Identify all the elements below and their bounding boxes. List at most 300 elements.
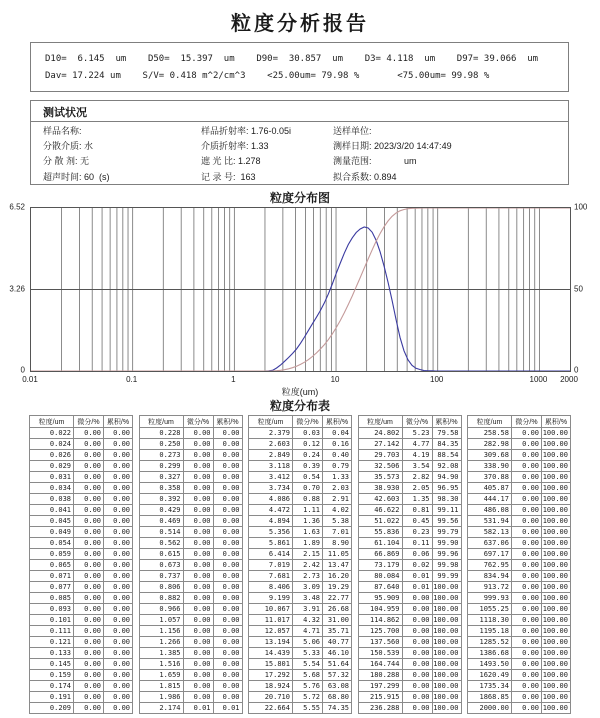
cell-differential: 0.00 xyxy=(183,615,213,626)
table-row xyxy=(30,637,133,648)
table-row xyxy=(468,527,571,538)
table-row xyxy=(468,615,571,626)
cell-cumulative: 100.00 xyxy=(542,527,571,538)
cell-cumulative: 46.10 xyxy=(323,648,352,659)
cell-differential: 0.00 xyxy=(74,582,104,593)
table-row xyxy=(139,428,242,439)
cell-cumulative: 100.00 xyxy=(432,692,461,703)
cell-size: 10.067 xyxy=(249,604,293,615)
table-row xyxy=(468,703,571,714)
table-row xyxy=(358,681,461,692)
column-header: 微分/% xyxy=(74,416,104,428)
cell-size: 0.049 xyxy=(30,527,74,538)
table-row xyxy=(249,637,352,648)
cell-differential: 0.00 xyxy=(183,538,213,549)
cell-size: 370.88 xyxy=(468,472,512,483)
cell-size: 0.024 xyxy=(30,439,74,450)
x-tick-label: 0.01 xyxy=(22,375,38,384)
table-row xyxy=(30,461,133,472)
cell-cumulative: 100.00 xyxy=(542,494,571,505)
table-row xyxy=(358,538,461,549)
cell-cumulative: 0.00 xyxy=(104,428,133,439)
cell-size: 0.034 xyxy=(30,483,74,494)
cell-size: 5.861 xyxy=(249,538,293,549)
table-row xyxy=(139,538,242,549)
ultrasonic-time: 超声时间: 60 (s) xyxy=(43,171,110,182)
cell-size: 61.104 xyxy=(358,538,402,549)
distribution-table-group xyxy=(467,415,571,714)
table-row xyxy=(468,604,571,615)
cell-cumulative: 0.00 xyxy=(213,538,242,549)
cell-differential: 0.00 xyxy=(74,604,104,615)
cell-differential: 4.19 xyxy=(402,450,432,461)
left-tick-mid: 3.26 xyxy=(9,284,25,293)
table-row xyxy=(139,461,242,472)
cell-differential: 0.00 xyxy=(512,516,542,527)
table-row xyxy=(139,670,242,681)
cell-differential: 0.00 xyxy=(512,604,542,615)
table-row xyxy=(358,472,461,483)
cell-cumulative: 0.00 xyxy=(213,549,242,560)
distribution-table-group xyxy=(358,415,462,714)
cell-size: 15.801 xyxy=(249,659,293,670)
cell-size: 0.022 xyxy=(30,428,74,439)
cell-differential: 0.00 xyxy=(183,516,213,527)
cell-cumulative: 0.00 xyxy=(213,450,242,461)
cell-size: 834.94 xyxy=(468,571,512,582)
cell-differential: 0.01 xyxy=(402,571,432,582)
table-row xyxy=(139,593,242,604)
cell-differential: 0.00 xyxy=(74,659,104,670)
cell-differential: 0.11 xyxy=(402,538,432,549)
table-row xyxy=(249,494,352,505)
table-row xyxy=(358,692,461,703)
x-tick-label: 1000 xyxy=(529,375,548,384)
cell-differential: 0.00 xyxy=(74,648,104,659)
table-row xyxy=(468,571,571,582)
column-header: 粒度/um xyxy=(249,416,293,428)
table-row xyxy=(139,494,242,505)
cell-differential: 5.06 xyxy=(293,637,323,648)
cell-size: 0.615 xyxy=(139,549,183,560)
cell-cumulative: 100.00 xyxy=(542,604,571,615)
cell-cumulative: 0.00 xyxy=(104,461,133,472)
table-row xyxy=(358,516,461,527)
cell-cumulative: 51.64 xyxy=(323,659,352,670)
cell-cumulative: 100.00 xyxy=(542,516,571,527)
cell-cumulative: 22.77 xyxy=(323,593,352,604)
table-row xyxy=(30,428,133,439)
cell-size: 0.191 xyxy=(30,692,74,703)
cell-differential: 0.00 xyxy=(512,560,542,571)
cell-cumulative: 0.00 xyxy=(104,527,133,538)
cell-cumulative: 0.00 xyxy=(104,483,133,494)
column-header: 累积/% xyxy=(104,416,133,428)
cell-size: 42.603 xyxy=(358,494,402,505)
table-row xyxy=(30,439,133,450)
distribution-chart-svg xyxy=(31,208,570,371)
table-row xyxy=(358,439,461,450)
curve-differential xyxy=(31,227,570,371)
cell-cumulative: 0.00 xyxy=(104,692,133,703)
cell-size: 8.406 xyxy=(249,582,293,593)
table-row xyxy=(30,549,133,560)
cell-differential: 0.00 xyxy=(512,439,542,450)
cell-size: 6.414 xyxy=(249,549,293,560)
cell-size: 150.539 xyxy=(358,648,402,659)
cell-size: 0.469 xyxy=(139,516,183,527)
cell-cumulative: 99.90 xyxy=(432,538,461,549)
cell-cumulative: 63.08 xyxy=(323,681,352,692)
table-row xyxy=(30,494,133,505)
cell-size: 125.700 xyxy=(358,626,402,637)
cell-size: 1.659 xyxy=(139,670,183,681)
summary-line-2: Dav= 17.224 um S/V= 0.418 m^2/cm^3 <25.00um= 79.98 % <75.00um= 99.98 % xyxy=(45,70,490,81)
cell-differential: 0.00 xyxy=(512,483,542,494)
cell-differential: 0.00 xyxy=(74,593,104,604)
table-row xyxy=(249,582,352,593)
table-row xyxy=(249,505,352,516)
cell-size: 0.159 xyxy=(30,670,74,681)
cell-cumulative: 0.00 xyxy=(104,571,133,582)
cell-size: 1.266 xyxy=(139,637,183,648)
left-axis xyxy=(0,202,27,375)
cell-size: 0.392 xyxy=(139,494,183,505)
cell-differential: 5.76 xyxy=(293,681,323,692)
cell-size: 24.802 xyxy=(358,428,402,439)
table-row xyxy=(358,494,461,505)
cell-differential: 0.00 xyxy=(74,505,104,516)
cell-cumulative: 7.01 xyxy=(323,527,352,538)
cell-size: 0.065 xyxy=(30,560,74,571)
cell-size: 0.029 xyxy=(30,461,74,472)
cell-size: 5.356 xyxy=(249,527,293,538)
table-row xyxy=(468,637,571,648)
cell-size: 7.019 xyxy=(249,560,293,571)
cell-differential: 0.00 xyxy=(512,538,542,549)
cell-size: 95.909 xyxy=(358,593,402,604)
table-row xyxy=(358,615,461,626)
cell-cumulative: 100.00 xyxy=(432,615,461,626)
table-row xyxy=(30,692,133,703)
x-tick-label: 2000 xyxy=(560,375,578,384)
cell-differential: 0.00 xyxy=(183,428,213,439)
table-row xyxy=(249,670,352,681)
cell-size: 11.017 xyxy=(249,615,293,626)
distribution-table-group xyxy=(248,415,352,714)
cell-differential: 2.05 xyxy=(402,483,432,494)
cell-cumulative: 0.00 xyxy=(213,626,242,637)
cell-differential: 0.00 xyxy=(512,692,542,703)
column-header: 微分/% xyxy=(293,416,323,428)
cell-cumulative: 100.00 xyxy=(432,670,461,681)
column-header: 粒度/um xyxy=(30,416,74,428)
table-row xyxy=(358,571,461,582)
cell-differential: 0.00 xyxy=(512,571,542,582)
table-row xyxy=(139,604,242,615)
cell-size: 4.086 xyxy=(249,494,293,505)
cell-differential: 0.00 xyxy=(183,692,213,703)
cell-size: 309.68 xyxy=(468,450,512,461)
cell-cumulative: 0.00 xyxy=(213,428,242,439)
cell-cumulative: 0.00 xyxy=(104,681,133,692)
cell-cumulative: 0.00 xyxy=(213,681,242,692)
left-tick-min: 0 xyxy=(20,365,25,375)
cell-size: 1055.25 xyxy=(468,604,512,615)
cell-cumulative: 92.08 xyxy=(432,461,461,472)
cell-differential: 0.00 xyxy=(74,516,104,527)
table-row xyxy=(30,516,133,527)
test-status-title: 测试状况 xyxy=(43,107,87,119)
cell-size: 0.273 xyxy=(139,450,183,461)
table-row xyxy=(468,659,571,670)
cell-size: 1.986 xyxy=(139,692,183,703)
cell-differential: 0.00 xyxy=(512,505,542,516)
table-row xyxy=(30,670,133,681)
cell-cumulative: 0.01 xyxy=(213,703,242,714)
cell-size: 0.429 xyxy=(139,505,183,516)
table-row xyxy=(30,505,133,516)
cell-differential: 0.00 xyxy=(402,626,432,637)
table-row xyxy=(358,703,461,714)
cell-differential: 0.00 xyxy=(402,692,432,703)
table-row xyxy=(249,703,352,714)
cell-differential: 0.00 xyxy=(74,703,104,714)
cell-size: 282.98 xyxy=(468,439,512,450)
cell-differential: 5.23 xyxy=(402,428,432,439)
cell-differential: 0.70 xyxy=(293,483,323,494)
cell-differential: 0.00 xyxy=(402,659,432,670)
cell-differential: 0.00 xyxy=(74,450,104,461)
cell-differential: 0.00 xyxy=(512,450,542,461)
cell-cumulative: 99.11 xyxy=(432,505,461,516)
cell-differential: 4.71 xyxy=(293,626,323,637)
cell-cumulative: 0.00 xyxy=(213,439,242,450)
table-row xyxy=(30,571,133,582)
left-tick-max: 6.52 xyxy=(9,202,25,212)
cell-size: 0.174 xyxy=(30,681,74,692)
right-tick-max: 100 xyxy=(574,202,588,212)
table-row xyxy=(468,549,571,560)
cell-size: 0.882 xyxy=(139,593,183,604)
cell-cumulative: 100.00 xyxy=(432,626,461,637)
column-header: 微分/% xyxy=(183,416,213,428)
cell-size: 51.022 xyxy=(358,516,402,527)
cell-differential: 0.00 xyxy=(402,648,432,659)
cell-cumulative: 26.68 xyxy=(323,604,352,615)
cell-cumulative: 100.00 xyxy=(542,472,571,483)
x-tick-label: 10 xyxy=(330,375,340,384)
cell-differential: 0.00 xyxy=(183,582,213,593)
cell-cumulative: 0.00 xyxy=(213,582,242,593)
cell-differential: 0.12 xyxy=(293,439,323,450)
cell-differential: 0.00 xyxy=(512,670,542,681)
column-header: 累积/% xyxy=(213,416,242,428)
cell-size: 0.209 xyxy=(30,703,74,714)
cell-differential: 0.00 xyxy=(512,626,542,637)
table-row xyxy=(358,483,461,494)
cell-cumulative: 100.00 xyxy=(542,571,571,582)
obscuration-ratio: 遮 光 比: 1.278 xyxy=(201,156,261,167)
cell-differential: 5.72 xyxy=(293,692,323,703)
cell-cumulative: 99.98 xyxy=(432,560,461,571)
right-tick-min: 0 xyxy=(574,365,579,375)
cell-differential: 0.00 xyxy=(183,472,213,483)
table-row xyxy=(139,516,242,527)
right-tick-mid: 50 xyxy=(574,284,583,293)
cell-size: 697.17 xyxy=(468,549,512,560)
table-row xyxy=(249,681,352,692)
table-row xyxy=(358,659,461,670)
table-row xyxy=(249,538,352,549)
table-row xyxy=(358,428,461,439)
table-row xyxy=(249,659,352,670)
cell-size: 1620.49 xyxy=(468,670,512,681)
cell-size: 3.118 xyxy=(249,461,293,472)
cell-cumulative: 100.00 xyxy=(542,659,571,670)
cell-differential: 0.03 xyxy=(293,428,323,439)
table-row xyxy=(139,439,242,450)
cell-differential: 5.68 xyxy=(293,670,323,681)
table-row xyxy=(358,604,461,615)
table-header-row xyxy=(30,416,133,428)
column-header: 累积/% xyxy=(323,416,352,428)
column-header: 粒度/um xyxy=(468,416,512,428)
cell-size: 0.145 xyxy=(30,659,74,670)
cell-differential: 0.00 xyxy=(183,549,213,560)
table-row xyxy=(249,604,352,615)
table-row xyxy=(358,637,461,648)
cell-differential: 0.00 xyxy=(183,626,213,637)
cell-differential: 0.00 xyxy=(183,659,213,670)
cell-cumulative: 88.54 xyxy=(432,450,461,461)
cell-differential: 0.00 xyxy=(74,670,104,681)
test-status-grid xyxy=(31,122,568,185)
cell-cumulative: 100.00 xyxy=(542,505,571,516)
table-row xyxy=(139,582,242,593)
cell-differential: 0.00 xyxy=(183,637,213,648)
cell-differential: 0.00 xyxy=(74,428,104,439)
cell-cumulative: 100.00 xyxy=(542,483,571,494)
cell-differential: 0.00 xyxy=(402,593,432,604)
table-row xyxy=(468,428,571,439)
cell-size: 0.059 xyxy=(30,549,74,560)
cell-size: 0.228 xyxy=(139,428,183,439)
cell-size: 1195.18 xyxy=(468,626,512,637)
cell-cumulative: 100.00 xyxy=(542,538,571,549)
cell-cumulative: 0.40 xyxy=(323,450,352,461)
cell-differential: 2.82 xyxy=(402,472,432,483)
cell-differential: 0.54 xyxy=(293,472,323,483)
cell-size: 1868.85 xyxy=(468,692,512,703)
table-row xyxy=(30,582,133,593)
cell-differential: 5.55 xyxy=(293,703,323,714)
cell-cumulative: 79.58 xyxy=(432,428,461,439)
cell-size: 0.358 xyxy=(139,483,183,494)
cell-differential: 0.00 xyxy=(183,593,213,604)
table-row xyxy=(139,527,242,538)
cell-size: 164.744 xyxy=(358,659,402,670)
cell-size: 258.58 xyxy=(468,428,512,439)
cell-differential: 0.00 xyxy=(183,571,213,582)
cell-cumulative: 0.00 xyxy=(213,483,242,494)
cell-cumulative: 100.00 xyxy=(432,604,461,615)
cell-differential: 0.00 xyxy=(183,450,213,461)
cell-cumulative: 0.00 xyxy=(104,615,133,626)
cell-size: 0.133 xyxy=(30,648,74,659)
cell-cumulative: 2.91 xyxy=(323,494,352,505)
cell-differential: 1.11 xyxy=(293,505,323,516)
cell-size: 1285.52 xyxy=(468,637,512,648)
cell-size: 2.603 xyxy=(249,439,293,450)
cell-cumulative: 57.32 xyxy=(323,670,352,681)
cell-cumulative: 100.00 xyxy=(542,593,571,604)
cell-size: 104.959 xyxy=(358,604,402,615)
cell-differential: 0.00 xyxy=(74,494,104,505)
cell-size: 13.194 xyxy=(249,637,293,648)
cell-cumulative: 0.00 xyxy=(104,450,133,461)
table-row xyxy=(468,670,571,681)
column-header: 粒度/um xyxy=(139,416,183,428)
cell-differential: 0.00 xyxy=(402,637,432,648)
cell-differential: 0.23 xyxy=(402,527,432,538)
cell-cumulative: 0.00 xyxy=(213,692,242,703)
cell-cumulative: 19.29 xyxy=(323,582,352,593)
cell-size: 32.506 xyxy=(358,461,402,472)
cell-differential: 0.00 xyxy=(183,670,213,681)
table-row xyxy=(358,461,461,472)
cell-cumulative: 100.00 xyxy=(432,637,461,648)
chart-title: 粒度分布图 xyxy=(269,191,330,205)
cell-cumulative: 0.00 xyxy=(104,560,133,571)
cell-differential: 1.36 xyxy=(293,516,323,527)
cell-size: 2.379 xyxy=(249,428,293,439)
cell-cumulative: 0.00 xyxy=(104,549,133,560)
table-row xyxy=(249,615,352,626)
cell-size: 2.849 xyxy=(249,450,293,461)
table-row xyxy=(30,450,133,461)
cell-cumulative: 0.00 xyxy=(104,703,133,714)
cell-size: 0.071 xyxy=(30,571,74,582)
cell-differential: 0.01 xyxy=(402,582,432,593)
cell-differential: 3.09 xyxy=(293,582,323,593)
cell-differential: 2.15 xyxy=(293,549,323,560)
table-row xyxy=(249,516,352,527)
table-row xyxy=(468,439,571,450)
cell-differential: 1.63 xyxy=(293,527,323,538)
cell-cumulative: 0.00 xyxy=(213,560,242,571)
cell-cumulative: 100.00 xyxy=(432,659,461,670)
table-row xyxy=(30,615,133,626)
cell-cumulative: 0.00 xyxy=(213,604,242,615)
distribution-table-group xyxy=(139,415,243,714)
cell-cumulative: 0.00 xyxy=(104,516,133,527)
table-row xyxy=(468,450,571,461)
cell-differential: 0.06 xyxy=(402,549,432,560)
cell-size: 0.077 xyxy=(30,582,74,593)
summary-line-1: D10= 6.145 um D50= 15.397 um D90= 30.857 um D3= 4.118 um D97= 39.066 um xyxy=(45,53,539,64)
cell-differential: 0.00 xyxy=(74,461,104,472)
cell-cumulative: 0.00 xyxy=(213,505,242,516)
cell-cumulative: 96.95 xyxy=(432,483,461,494)
table-row xyxy=(139,615,242,626)
cell-differential: 0.00 xyxy=(512,681,542,692)
cell-cumulative: 100.00 xyxy=(542,703,571,714)
cell-cumulative: 1.33 xyxy=(323,472,352,483)
table-row xyxy=(139,648,242,659)
cell-cumulative: 16.20 xyxy=(323,571,352,582)
cell-differential: 0.00 xyxy=(402,681,432,692)
